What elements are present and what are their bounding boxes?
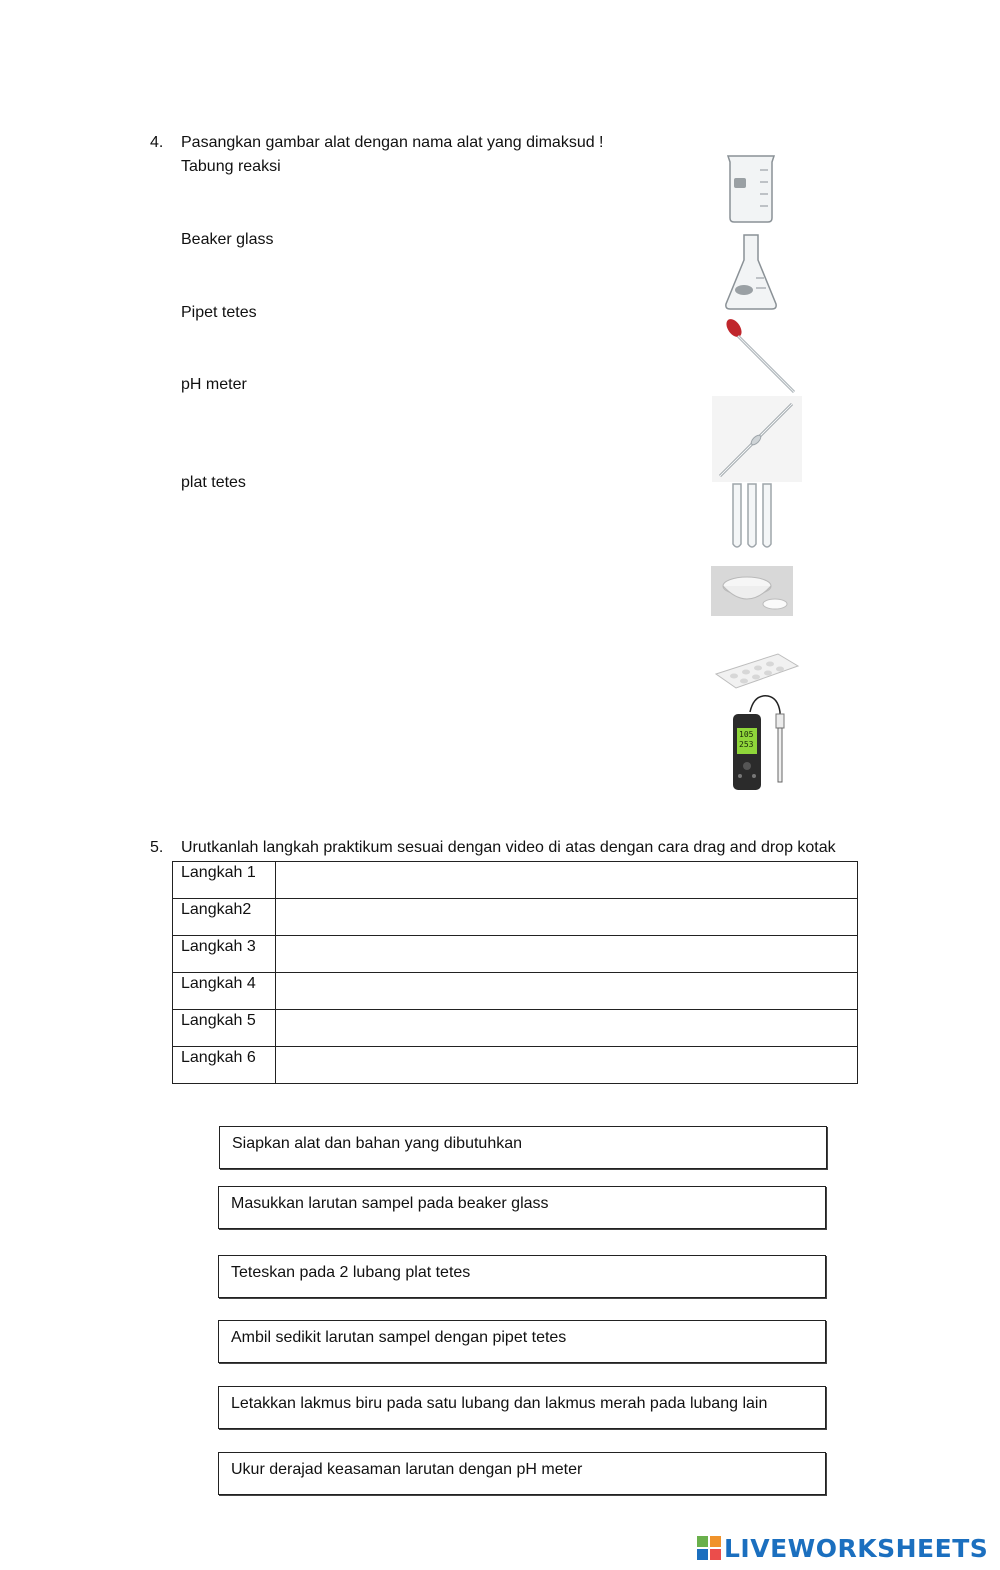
table-row — [173, 862, 858, 899]
test-tubes-image[interactable] — [727, 482, 777, 552]
q5-number: 5. — [150, 839, 164, 856]
step-drop-zone[interactable] — [276, 936, 858, 973]
tool-name-tabung-reaksi[interactable]: Tabung reaksi — [181, 158, 281, 175]
step-drop-zone[interactable] — [276, 1047, 858, 1084]
tool-name-ph-meter[interactable]: pH meter — [181, 376, 247, 393]
step-drop-zone[interactable] — [276, 973, 858, 1010]
glass-pipette-image[interactable] — [712, 396, 802, 482]
ph-meter-reading-2: 253 — [739, 740, 754, 749]
step-label: Langkah 3 — [173, 936, 276, 973]
table-row — [173, 936, 858, 973]
q4-number: 4. — [150, 134, 164, 151]
table-row — [173, 899, 858, 936]
ph-meter-reading-1: 105 — [739, 730, 754, 739]
drag-card-2[interactable]: Masukkan larutan sampel pada beaker glass — [218, 1186, 826, 1229]
steps-table — [172, 861, 858, 1084]
table-row — [173, 1010, 858, 1047]
step-label: Langkah2 — [173, 899, 276, 936]
drag-card-5[interactable]: Letakkan lakmus biru pada satu lubang dan lakmus merah pada lubang lain — [218, 1386, 826, 1429]
q4-prompt: Pasangkan gambar alat dengan nama alat yang dimaksud ! — [181, 134, 604, 151]
table-row — [173, 973, 858, 1010]
table-row — [173, 1047, 858, 1084]
dropper-pipette-image[interactable] — [722, 316, 800, 396]
step-label: Langkah 6 — [173, 1047, 276, 1084]
step-label: Langkah 5 — [173, 1010, 276, 1047]
erlenmeyer-flask-image[interactable] — [722, 232, 780, 312]
brand-name: LIVEWORKSHEETS — [724, 1533, 989, 1563]
step-label: Langkah 1 — [173, 862, 276, 899]
mortar-bowl-image[interactable] — [711, 566, 793, 616]
drag-card-3[interactable]: Teteskan pada 2 lubang plat tetes — [218, 1255, 826, 1298]
drag-card-1[interactable]: Siapkan alat dan bahan yang dibutuhkan — [219, 1126, 827, 1169]
step-drop-zone[interactable] — [276, 862, 858, 899]
drag-card-6[interactable]: Ukur derajad keasaman larutan dengan pH meter — [218, 1452, 826, 1495]
drag-card-4[interactable]: Ambil sedikit larutan sampel dengan pipet tetes — [218, 1320, 826, 1363]
step-drop-zone[interactable] — [276, 899, 858, 936]
q5-prompt: Urutkanlah langkah praktikum sesuai dengan video di atas dengan cara drag and drop kotak — [181, 839, 836, 856]
tool-name-beaker-glass[interactable]: Beaker glass — [181, 231, 274, 248]
liveworksheets-icon — [697, 1536, 721, 1560]
tool-name-plat-tetes[interactable]: plat tetes — [181, 474, 246, 491]
beaker-glass-image[interactable] — [722, 152, 780, 224]
liveworksheets-logo — [697, 1533, 988, 1563]
spot-plate-image[interactable] — [712, 648, 800, 692]
step-drop-zone[interactable] — [276, 1010, 858, 1047]
ph-meter-image[interactable] — [730, 692, 794, 796]
step-label: Langkah 4 — [173, 973, 276, 1010]
tool-name-pipet-tetes[interactable]: Pipet tetes — [181, 304, 257, 321]
